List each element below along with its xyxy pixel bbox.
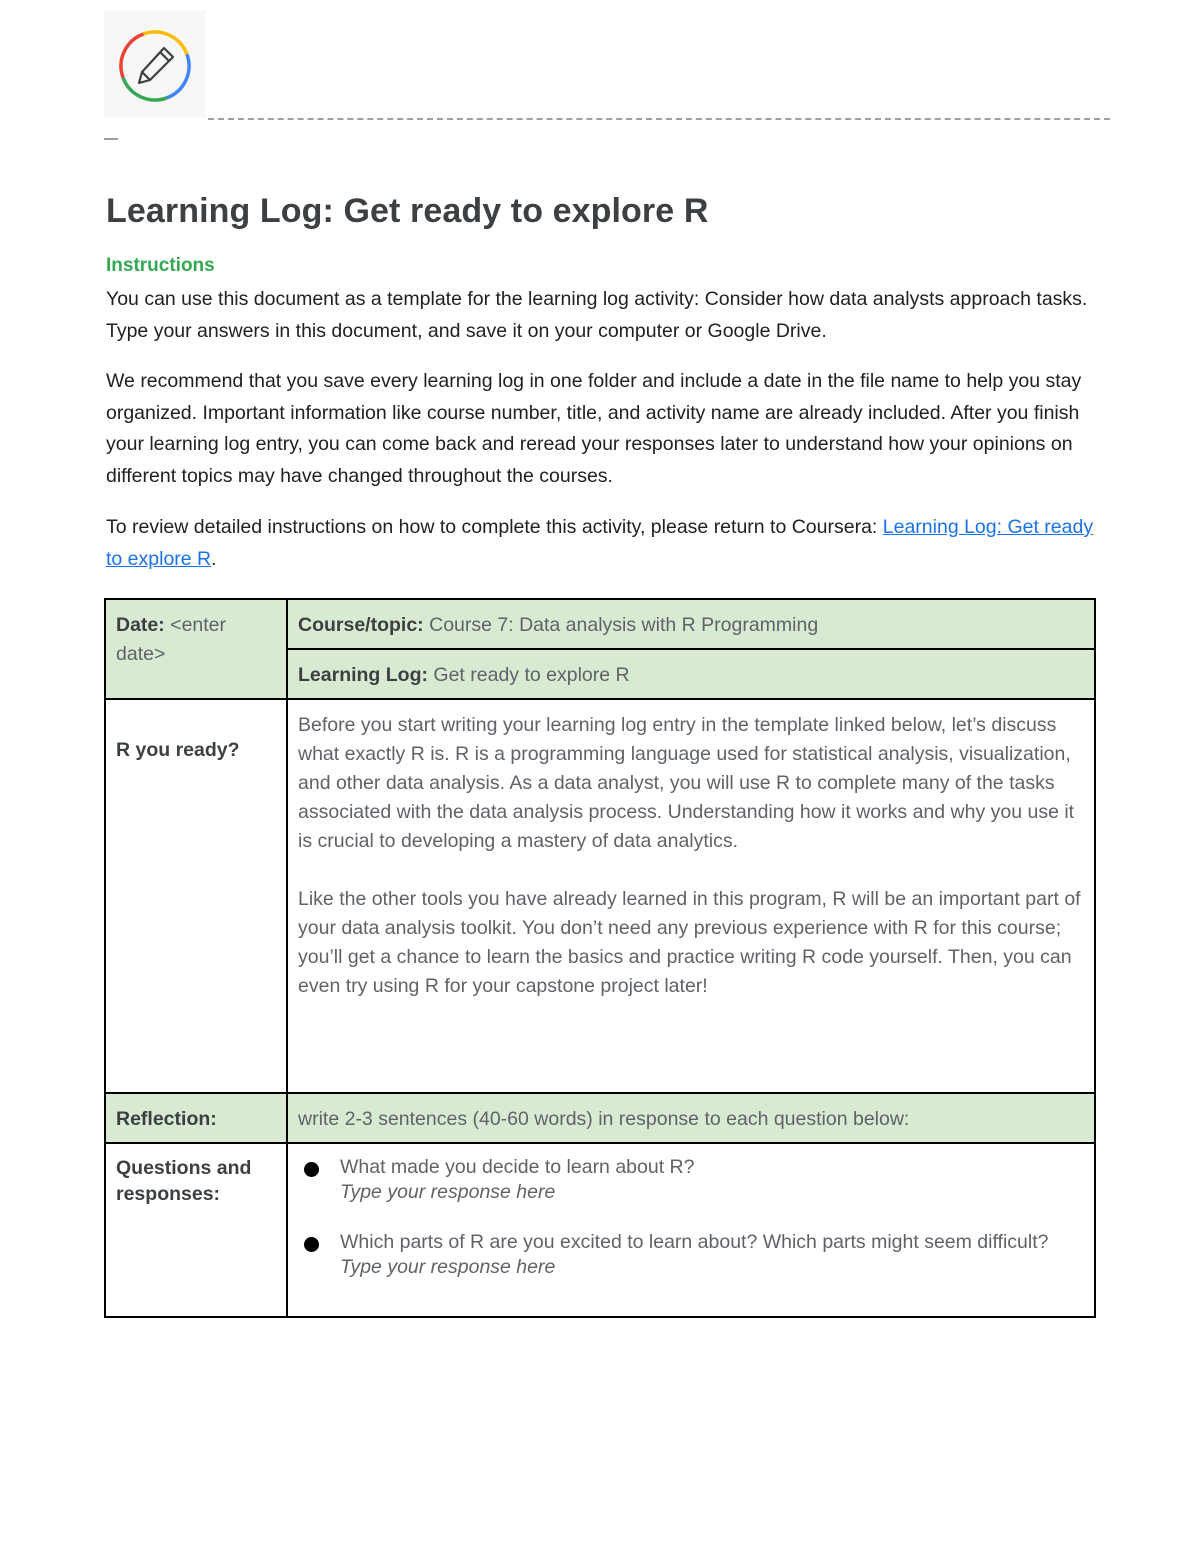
response-field[interactable]: Type your response here	[340, 1181, 556, 1203]
questions-label-cell	[105, 1143, 287, 1317]
course-topic-cell	[287, 599, 1095, 649]
instructions-paragraph-3-end: .	[211, 547, 217, 570]
reflection-instruction-cell	[287, 1093, 1095, 1143]
question-item	[340, 1230, 1084, 1280]
reflection-label: Reflection:	[116, 1108, 217, 1130]
instructions-paragraph-3	[106, 512, 1106, 575]
learning-log-label: Learning Log:	[298, 664, 428, 686]
r-ready-paragraph-2: Like the other tools you have already learned in this program, R will be an important part of your data analysis toolkit. You don’t need any previous experience with R for this course; you’ll get a chance to learn the basics and practice writing R code yourself. Then, you can even try using R for your capstone project later!	[298, 888, 1081, 997]
course-topic-label: Course/topic:	[298, 614, 424, 636]
date-value[interactable]: <enter date>	[116, 614, 227, 665]
question-item	[340, 1155, 1084, 1205]
date-cell[interactable]	[105, 599, 287, 699]
reflection-instruction: write 2-3 sentences (40-60 words) in response to each question below:	[298, 1108, 910, 1130]
instructions-paragraph-3-text: To review detailed instructions on how to complete this activity, please return to Coursera:	[106, 516, 883, 538]
pencil-icon	[117, 28, 193, 104]
r-ready-body-cell	[287, 699, 1095, 1093]
date-label: Date:	[116, 614, 165, 636]
question-text: What made you decide to learn about R?	[340, 1156, 695, 1178]
reflection-label-cell	[105, 1093, 287, 1143]
header-divider-tail	[104, 138, 118, 140]
r-ready-label: R you ready?	[116, 739, 240, 761]
learning-log-table	[104, 598, 1096, 1318]
questions-cell	[287, 1143, 1095, 1317]
r-ready-label-cell	[105, 699, 287, 1093]
r-ready-paragraph-1: Before you start writing your learning log entry in the template linked below, let’s discuss what exactly R is. R is a programming language used for statistical analysis, visualization, and other data analysis. As a data analyst, you will use R to complete many of the tasks associated with the data analysis process. Understanding how it works and why you use it is crucial to developing a mastery of data analytics.	[298, 714, 1075, 852]
coursera-link[interactable]: Learning Log: Get ready to explore R	[106, 516, 1094, 570]
instructions-paragraph-2: We recommend that you save every learning log in one folder and include a date in the file name to help you stay organized. Important information like course number, title, and activity name are already included. After you finish your learning log entry, you can come back and reread your responses later to understand how your opinions on different topics may have changed throughout the courses.	[106, 370, 1082, 487]
course-topic-value: Course 7: Data analysis with R Programming	[423, 614, 819, 636]
learning-log-value: Get ready to explore R	[428, 664, 630, 686]
response-field[interactable]: Type your response here	[340, 1256, 556, 1278]
question-text: Which parts of R are you excited to learn about? Which parts might seem difficult?	[340, 1231, 1049, 1253]
bullet-icon	[304, 1162, 319, 1177]
questions-list	[298, 1155, 1084, 1280]
page-title: Learning Log: Get ready to explore R	[106, 192, 709, 230]
instructions-heading: Instructions	[106, 255, 215, 276]
header-divider	[208, 118, 1110, 120]
learning-log-cell	[287, 649, 1095, 699]
logo	[104, 10, 206, 118]
bullet-icon	[304, 1237, 319, 1252]
questions-label: Questions and responses:	[116, 1157, 252, 1205]
instructions-paragraph-1: You can use this document as a template for the learning log activity: Consider how data analysts approach tasks. Type your answers in this document, and save it on your computer or Google Drive.	[106, 288, 1088, 342]
